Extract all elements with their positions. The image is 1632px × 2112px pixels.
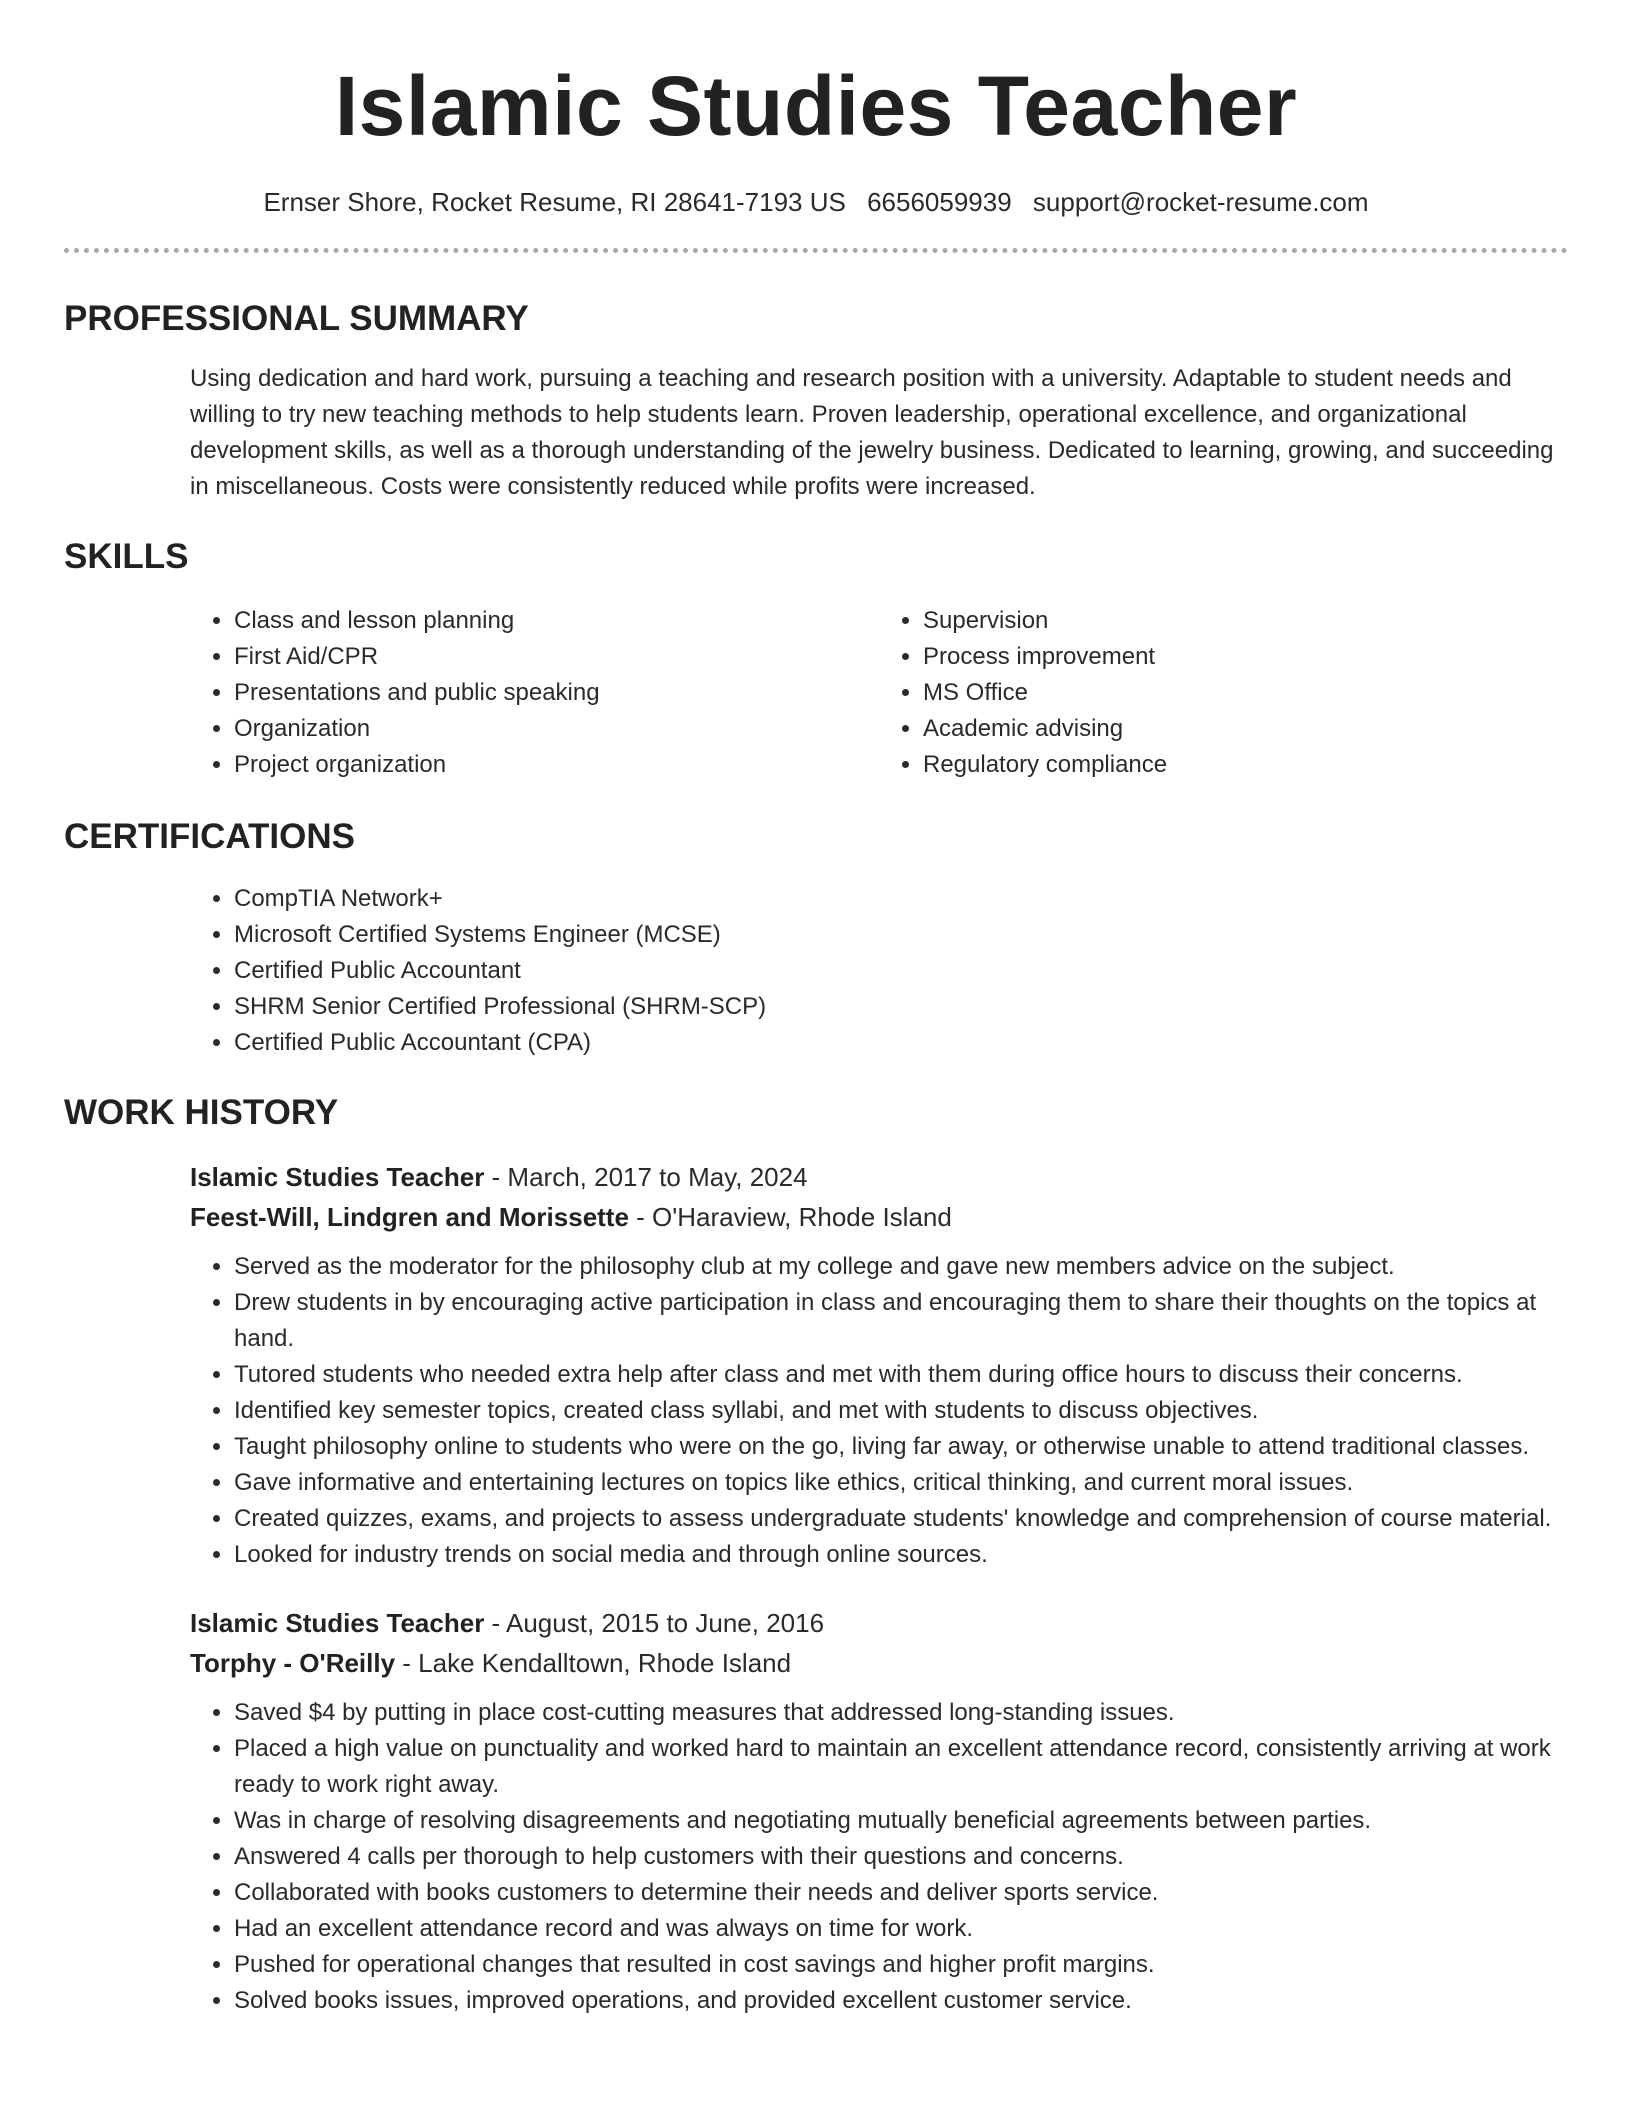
resume-title: Islamic Studies Teacher <box>334 59 1298 153</box>
job-dates: - August, 2015 to June, 2016 <box>484 1608 825 1638</box>
contact-line <box>64 186 1568 218</box>
job-location: - Lake Kendalltown, Rhode Island <box>395 1648 792 1678</box>
summary-text: Using dedication and hard work, pursuing a teaching and research position with a university. Adaptable to student needs and willing to try new teaching methods to help students learn. Proven leadership, operational excellence, and organizational development skills, as well as a thorough understanding of the jewelry business. Dedicated to learning, growing, and succeeding in miscellaneous. Costs were consistently reduced while profits were increased. <box>190 365 1554 500</box>
work-history-heading: WORK HISTORY <box>64 1093 339 1132</box>
job-bullets <box>190 1695 1568 2019</box>
job-bullet: • Identified key semester topics, created class syllabi, and met with students to discuss objectives. <box>234 1393 1568 1429</box>
job-bullet: • Saved $4 by putting in place cost-cutting measures that addressed long-standing issues. <box>234 1695 1568 1731</box>
job-role-line <box>190 1157 1568 1197</box>
job-company-line <box>190 1643 1568 1683</box>
job-bullet: • Gave informative and entertaining lectures on topics like ethics, critical thinking, and current moral issues. <box>234 1465 1568 1501</box>
skill-item: • Class and lesson planning <box>234 603 879 639</box>
skill-item: • MS Office <box>923 675 1568 711</box>
contact-phone: 6656059939 <box>867 187 1012 217</box>
job-bullet: • Pushed for operational changes that resulted in cost savings and higher profit margins. <box>234 1947 1568 1983</box>
job-bullet: • Placed a high value on punctuality and worked hard to maintain an excellent attendance record, consistently arriving at work ready to work right away. <box>234 1731 1568 1803</box>
job-bullet: • Answered 4 calls per thorough to help customers with their questions and concerns. <box>234 1839 1568 1875</box>
skill-item: • Organization <box>234 711 879 747</box>
skill-item: • Presentations and public speaking <box>234 675 879 711</box>
job-entry <box>190 1603 1568 2019</box>
certification-item: • Certified Public Accountant <box>234 953 1568 989</box>
skill-item: • Process improvement <box>923 639 1568 675</box>
job-bullet: • Looked for industry trends on social media and through online sources. <box>234 1537 1568 1573</box>
job-bullet: • Drew students in by encouraging active participation in class and encouraging them to share their thoughts on the topics at hand. <box>234 1285 1568 1357</box>
skill-item: • First Aid/CPR <box>234 639 879 675</box>
skill-item: • Project organization <box>234 747 879 783</box>
job-bullet: • Tutored students who needed extra help after class and met with them during office hours to discuss their concerns. <box>234 1357 1568 1393</box>
job-bullets <box>190 1249 1568 1573</box>
summary-heading: PROFESSIONAL SUMMARY <box>64 299 529 338</box>
job-role: Islamic Studies Teacher <box>190 1162 485 1192</box>
certification-item: • Certified Public Accountant (CPA) <box>234 1025 1568 1061</box>
job-bullet: • Was in charge of resolving disagreements and negotiating mutually beneficial agreements between parties. <box>234 1803 1568 1839</box>
skills-list-right <box>879 603 1568 783</box>
job-company: Feest-Will, Lindgren and Morissette <box>190 1202 629 1232</box>
skill-item: • Academic advising <box>923 711 1568 747</box>
job-dates: - March, 2017 to May, 2024 <box>484 1162 808 1192</box>
job-location: - O'Haraview, Rhode Island <box>628 1202 952 1232</box>
job-bullet: • Solved books issues, improved operations, and provided excellent customer service. <box>234 1983 1568 2019</box>
contact-address: Ernser Shore, Rocket Resume, RI 28641-7193 US <box>263 187 846 217</box>
certifications-list <box>190 881 1568 1061</box>
contact-email: support@rocket-resume.com <box>1032 187 1369 217</box>
job-bullet: • Collaborated with books customers to determine their needs and deliver sports service. <box>234 1875 1568 1911</box>
job-bullet: • Served as the moderator for the philosophy club at my college and gave new members advice on the subject. <box>234 1249 1568 1285</box>
job-role: Islamic Studies Teacher <box>190 1608 485 1638</box>
job-company: Torphy - O'Reilly <box>190 1648 396 1678</box>
job-bullet: • Had an excellent attendance record and was always on time for work. <box>234 1911 1568 1947</box>
skill-item: • Regulatory compliance <box>923 747 1568 783</box>
skills-columns <box>190 603 1568 783</box>
skill-item: • Supervision <box>923 603 1568 639</box>
certification-item: • SHRM Senior Certified Professional (SHRM-SCP) <box>234 989 1568 1025</box>
certifications-heading: CERTIFICATIONS <box>64 817 356 856</box>
job-entry <box>190 1157 1568 1573</box>
job-company-line <box>190 1197 1568 1237</box>
skills-list-left <box>190 603 879 783</box>
certification-item: • CompTIA Network+ <box>234 881 1568 917</box>
skills-heading: SKILLS <box>64 537 189 576</box>
job-bullet: • Created quizzes, exams, and projects to assess undergraduate students' knowledge and comprehension of course material. <box>234 1501 1568 1537</box>
job-role-line <box>190 1603 1568 1643</box>
header-divider <box>64 248 1568 253</box>
job-bullet: • Taught philosophy online to students who were on the go, living far away, or otherwise unable to attend traditional classes. <box>234 1429 1568 1465</box>
certification-item: • Microsoft Certified Systems Engineer (MCSE) <box>234 917 1568 953</box>
